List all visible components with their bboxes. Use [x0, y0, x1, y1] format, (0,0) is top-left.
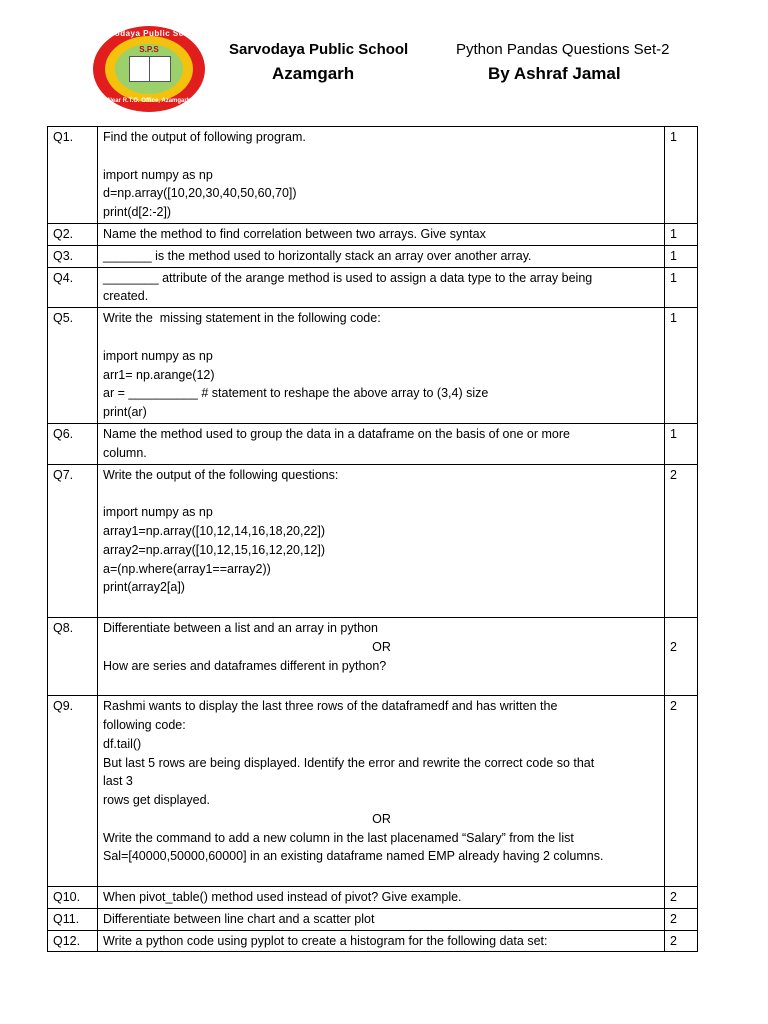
- question-line: df.tail(): [103, 736, 142, 751]
- question-line: [103, 597, 660, 616]
- question-text: [98, 696, 665, 887]
- question-number: Q7.: [48, 464, 98, 617]
- marks-value: 1: [670, 226, 677, 241]
- question-line: ar = __________ # statement to reshape the above array to (3,4) size: [103, 386, 489, 401]
- question-row: [48, 223, 698, 245]
- question-number: Q1.: [48, 127, 98, 224]
- marks-value: 1: [670, 130, 677, 144]
- question-row: [48, 464, 698, 617]
- marks-value: 1: [670, 248, 677, 263]
- question-number: Q8.: [48, 617, 98, 695]
- question-line: Differentiate between a list and an array in python: [103, 620, 378, 635]
- question-marks: [665, 930, 698, 952]
- question-line: created.: [103, 289, 149, 304]
- question-line: last 3: [103, 774, 133, 789]
- question-row: [48, 423, 698, 464]
- question-line: rows get displayed.: [103, 793, 211, 808]
- question-line: column.: [103, 445, 147, 460]
- question-line: Write the missing statement in the following code:: [103, 311, 381, 326]
- question-line: import numpy as np: [103, 167, 213, 182]
- question-number: Q11.: [48, 908, 98, 930]
- question-marks: [665, 617, 698, 695]
- question-line: OR: [372, 639, 391, 654]
- marks-value: 2: [670, 890, 677, 905]
- question-line: print(d[2:-2]): [103, 205, 172, 220]
- question-text: [98, 930, 665, 952]
- marks-value: 2: [670, 911, 677, 926]
- question-line: Write the command to add a new column in the last placenamed “Salary” from the list: [103, 830, 574, 845]
- question-line: Write the output of the following questions:: [103, 467, 339, 482]
- question-line: Differentiate between line chart and a scatter plot: [103, 911, 375, 926]
- question-text: [98, 127, 665, 224]
- school-logo: [93, 26, 205, 112]
- question-line: array2=np.array([10,12,15,16,12,20,12]): [103, 542, 326, 557]
- question-line: [103, 866, 660, 885]
- question-number: Q5.: [48, 308, 98, 424]
- questions-table: [47, 126, 698, 952]
- marks-value: 2: [670, 467, 677, 482]
- question-line: following code:: [103, 717, 186, 732]
- question-row: [48, 887, 698, 909]
- question-line: import numpy as np: [103, 505, 213, 520]
- question-line: arr1= np.arange(12): [103, 367, 215, 382]
- question-line: OR: [372, 811, 391, 826]
- question-line: Find the output of following program.: [103, 130, 306, 144]
- question-line: Write a python code using pyplot to create a histogram for the following data set:: [103, 933, 548, 948]
- question-row: [48, 696, 698, 887]
- question-line: print(ar): [103, 405, 147, 420]
- marks-value: 1: [670, 426, 677, 441]
- question-line: d=np.array([10,20,30,40,50,60,70]): [103, 186, 297, 201]
- question-line: When pivot_table() method used instead of pivot? Give example.: [103, 890, 462, 905]
- marks-value: 2: [670, 699, 677, 714]
- question-line: Sal=[40000,50000,60000] in an existing dataframe named EMP already having 2 columns.: [103, 849, 604, 864]
- question-line: import numpy as np: [103, 348, 213, 363]
- question-marks: [665, 464, 698, 617]
- question-row: [48, 930, 698, 952]
- question-row: [48, 245, 698, 267]
- question-line: Name the method used to group the data in a dataframe on the basis of one or more: [103, 426, 570, 441]
- logo-top-text: Sarvodaya Public School: [95, 29, 203, 38]
- question-marks: [665, 267, 698, 308]
- paper-author: By Ashraf Jamal: [488, 64, 621, 83]
- question-marks: [665, 908, 698, 930]
- question-line: _______ is the method used to horizontally stack an array over another array.: [103, 248, 532, 263]
- question-marks: [665, 887, 698, 909]
- question-row: [48, 617, 698, 695]
- question-row: [48, 127, 698, 224]
- paper-subject: Python Pandas Questions Set-2: [456, 41, 670, 58]
- school-city: Azamgarh: [272, 64, 355, 83]
- question-line: Rashmi wants to display the last three rows of the dataframedf and has written the: [103, 699, 558, 714]
- question-number: Q12.: [48, 930, 98, 952]
- question-line: print(array2[a]): [103, 580, 185, 595]
- question-text: [98, 908, 665, 930]
- marks-value: 2: [670, 933, 677, 948]
- question-row: [48, 308, 698, 424]
- question-line: [103, 328, 660, 347]
- question-text: [98, 887, 665, 909]
- question-line: Name the method to find correlation between two arrays. Give syntax: [103, 226, 486, 241]
- school-name: Sarvodaya Public School: [229, 41, 409, 58]
- book-icon: [129, 56, 171, 82]
- question-line: But last 5 rows are being displayed. Identify the error and rewrite the correct code so that: [103, 755, 595, 770]
- question-text: [98, 617, 665, 695]
- question-number: Q2.: [48, 223, 98, 245]
- question-number: Q6.: [48, 423, 98, 464]
- question-text: [98, 464, 665, 617]
- question-text: [98, 308, 665, 424]
- logo-bottom-text: Near R.T.O. Office, Azamgarh: [107, 98, 191, 104]
- marks-value: 2: [670, 639, 677, 654]
- question-number: Q10.: [48, 887, 98, 909]
- question-marks: [665, 308, 698, 424]
- question-number: Q4.: [48, 267, 98, 308]
- question-line: ________ attribute of the arange method is used to assign a data type to the array being: [103, 270, 593, 285]
- question-line: [103, 484, 660, 503]
- question-line: array1=np.array([10,12,14,16,18,20,22]): [103, 523, 326, 538]
- question-number: Q3.: [48, 245, 98, 267]
- question-marks: [665, 696, 698, 887]
- question-marks: [665, 127, 698, 224]
- question-marks: [665, 223, 698, 245]
- question-text: [98, 423, 665, 464]
- logo-center-text: S.P.S: [139, 45, 159, 54]
- question-line: [103, 675, 660, 694]
- question-line: a=(np.where(array1==array2)): [103, 561, 271, 576]
- question-text: [98, 223, 665, 245]
- question-line: How are series and dataframes different in python?: [103, 658, 387, 673]
- page-header: [0, 0, 768, 120]
- marks-value: 1: [670, 270, 677, 285]
- question-row: [48, 267, 698, 308]
- question-text: [98, 245, 665, 267]
- question-line: [103, 147, 660, 166]
- questions-body: [48, 127, 698, 952]
- question-number: Q9.: [48, 696, 98, 887]
- marks-value: 1: [670, 311, 677, 326]
- question-row: [48, 908, 698, 930]
- question-marks: [665, 245, 698, 267]
- question-marks: [665, 423, 698, 464]
- question-text: [98, 267, 665, 308]
